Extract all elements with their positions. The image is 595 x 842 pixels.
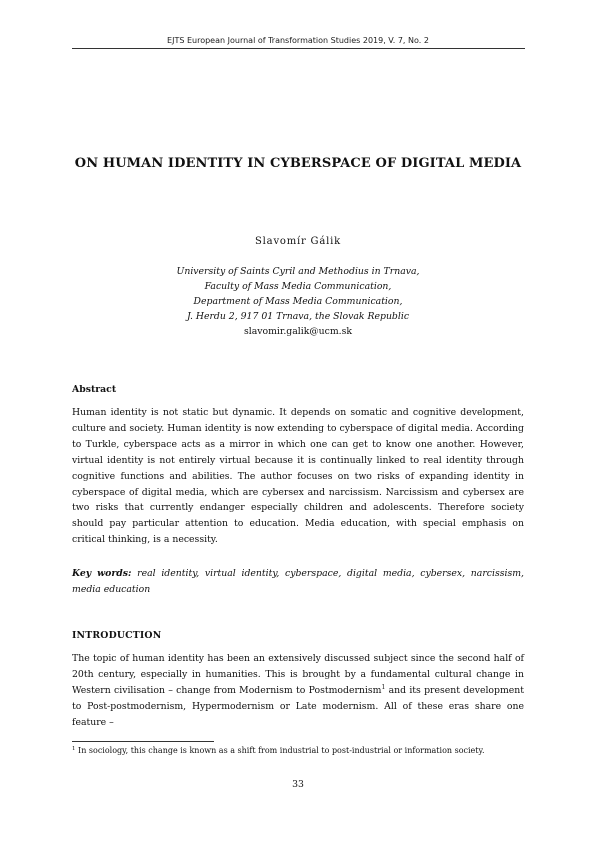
article-title: ON HUMAN IDENTITY IN CYBERSPACE OF DIGITAL MEDIA: [74, 156, 522, 171]
footnote-reference: 1: [381, 683, 386, 691]
author-email: slavomir.galik@ucm.sk: [243, 326, 353, 337]
header-rule: [72, 48, 525, 49]
author-name: Slavomír Gálik: [255, 236, 341, 247]
introduction-heading: INTRODUCTION: [72, 630, 162, 641]
introduction-text-part1: The topic of human identity has been an extensively discussed subject since the second half of 20th century, especially in humanities. This is brought by a fundamental cultural change in Western civilisation – change from Modernism to Postmodernism: [72, 653, 524, 696]
introduction-text-part2: and its present development to Post-postmodernism, Hypermodernism or Late modernism. All of these eras share one feature –: [72, 684, 525, 728]
affiliation-address: J. Herdu 2, 917 01 Trnava, the Slovak Republic: [186, 311, 410, 322]
abstract-heading: Abstract: [72, 384, 117, 395]
page-number: 33: [292, 779, 304, 790]
keywords-line: [72, 566, 524, 597]
footnote-rule: [72, 741, 214, 742]
footnote-text: In sociology, this change is known as a shift from industrial to post-industrial or information society.: [75, 746, 485, 755]
keywords-label: Key words:: [72, 568, 132, 579]
affiliation-university: University of Saints Cyril and Methodius in Trnava,: [176, 266, 420, 277]
keywords-text: real identity, virtual identity, cyberspace, digital media, cybersex, narcissism, media education: [72, 568, 525, 595]
footnote-marker: 1: [72, 746, 76, 752]
footnote: [72, 745, 524, 757]
author-affiliation: [72, 264, 524, 339]
introduction-text: [72, 651, 524, 731]
affiliation-faculty: Faculty of Mass Media Communication,: [204, 281, 392, 292]
affiliation-department: Department of Mass Media Communication,: [193, 296, 403, 307]
running-head: EJTS European Journal of Transformation Studies 2019, V. 7, No. 2: [167, 36, 429, 45]
abstract-text: Human identity is not static but dynamic. It depends on somatic and cognitive development, culture and society. Human identity is now extending to cyberspace of digital media. According to Turkle, cyberspace acts as a mirror in which one can get to know one another. However, virtual identity is not entirely virtual because it is continually linked to real identity through cognitive functions and abilities. The author focuses on two risks of expanding identity in cyberspace of digital media, which are cybersex and narcissism. Narcissism and cybersex are two risks that currently endanger especially children and adolescents. Therefore society should pay particular attention to education. Media education, with special emphasis on critical thinking, is a necessity.: [72, 407, 524, 546]
